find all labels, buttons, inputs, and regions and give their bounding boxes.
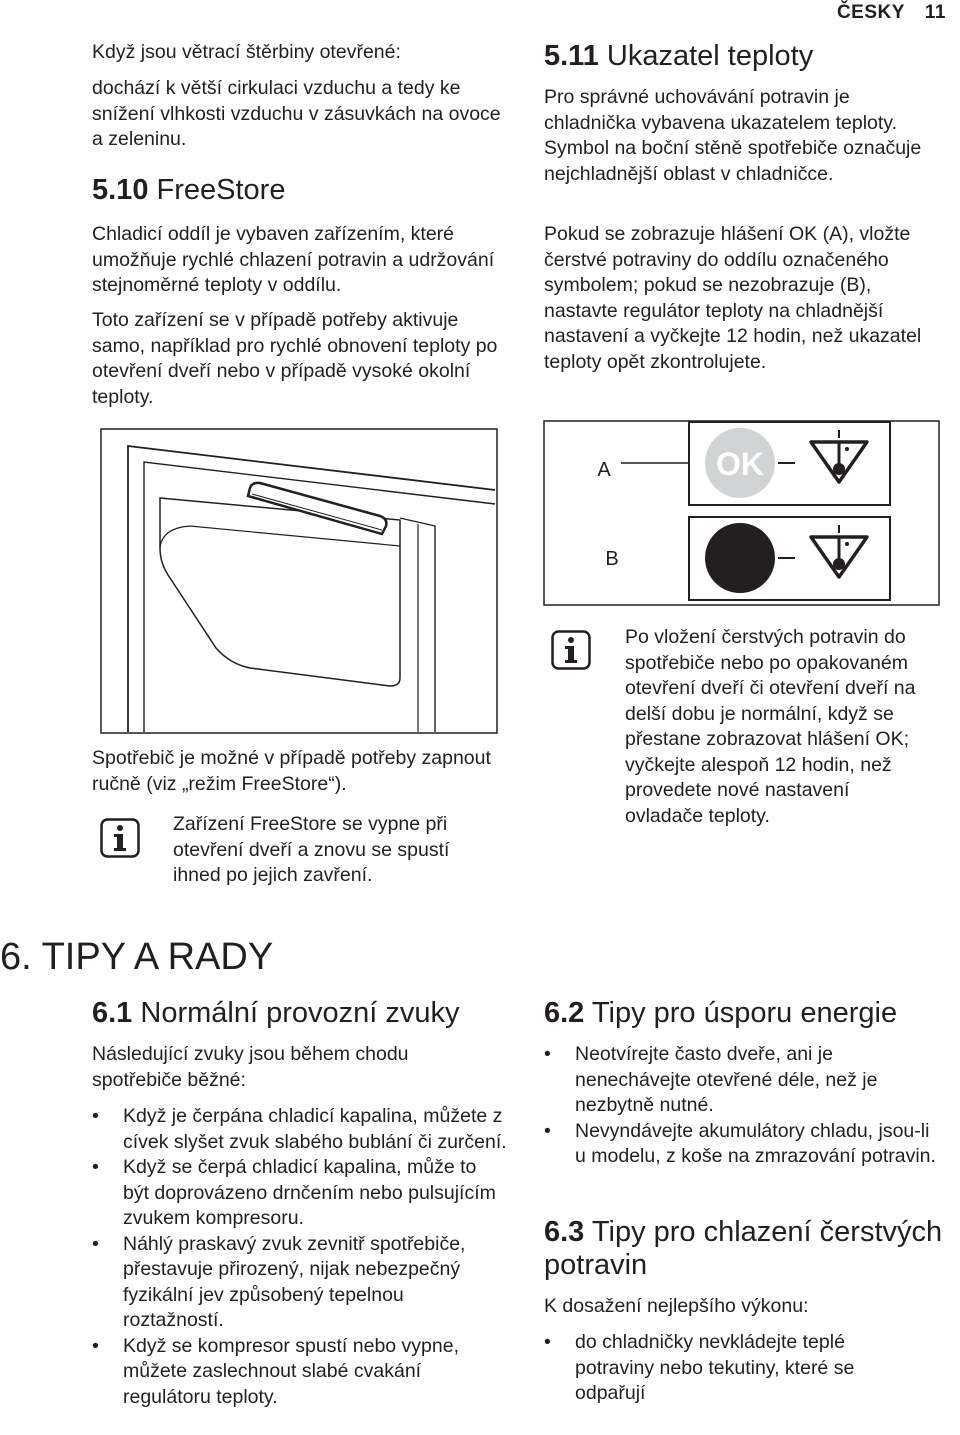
fresh-intro: K dosažení nejlepšího výkonu: bbox=[544, 1295, 809, 1317]
list-item: • do chladničky nevkládejte teplé potraviny nebo tekutiny, které se odpařují bbox=[544, 1330, 924, 1407]
section-6-3-title bbox=[544, 1216, 949, 1282]
temperature-indicator-figure bbox=[543, 420, 940, 606]
indicator-p1: Pro správné uchovávání potravin je chladnička vybavena ukazatelem teploty. Symbol na boční stěně spotřebiče označuje nejchladnější oblast v chladničce. bbox=[544, 86, 922, 185]
section-number: 5.11 bbox=[544, 40, 599, 72]
section-number: 6.3 bbox=[544, 1216, 585, 1248]
freestore-info-text: Zařízení FreeStore se vypne při otevření dveří a znovu se spustí ihned po jejich zavření. bbox=[173, 813, 450, 886]
list-item: • Když se kompresor spustí nebo vypne, můžete zaslechnout slabé cvakání regulátoru teploty. bbox=[92, 1334, 507, 1411]
list-item: • Nevyndávejte akumulátory chladu, jsou-li u modelu, z koše na zmrazování potravin. bbox=[544, 1119, 939, 1170]
page-header bbox=[837, 2, 946, 24]
section-title-text: Tipy pro úsporu energie bbox=[584, 997, 898, 1029]
label-b: B bbox=[605, 548, 619, 570]
section-number: 5.10 bbox=[92, 174, 149, 206]
energy-list bbox=[544, 1042, 939, 1170]
freestore-p3: Spotřebič je možné v případě potřeby zapnout ručně (viz „režim FreeStore“). bbox=[92, 747, 491, 795]
ok-indicator-unlit bbox=[705, 523, 775, 593]
vents-text: dochází k větší cirkulaci vzduchu a tedy ke snížení vlhkosti vzduchu v zásuvkách na ovoce a zeleninu. bbox=[92, 77, 501, 150]
list-item: • Neotvírejte často dveře, ani je nenechávejte otevřené déle, než je nezbytně nutné. bbox=[544, 1042, 939, 1119]
section-5-10-title bbox=[92, 174, 285, 207]
list-item: • Když se čerpá chladicí kapalina, může to být doprovázeno drnčením nebo pulsujícím zvukem kompresoru. bbox=[92, 1155, 507, 1232]
label-a: A bbox=[597, 459, 611, 481]
ok-text: OK bbox=[716, 446, 764, 482]
chapter-number: 6. bbox=[0, 936, 32, 978]
section-title-text: Ukazatel teploty bbox=[598, 40, 814, 72]
language-label: ČESKY bbox=[836, 2, 905, 23]
list-item: • Když je čerpána chladicí kapalina, můžete z cívek slyšet zvuk slabého bublání či zurčení. bbox=[92, 1104, 507, 1155]
section-5-11-title bbox=[544, 40, 813, 73]
indicator-p2: Pokud se zobrazuje hlášení OK (A), vložte čerstvé potraviny do oddílu označeného symbolem; pokud se nezobrazuje (B), nastavte regulátor teploty na chladnější nastavení a vyčkejte 12 hodin, než ukazatel teploty opět zkontrolujete. bbox=[544, 223, 922, 373]
section-number: 6.1 bbox=[92, 997, 133, 1029]
fresh-list bbox=[544, 1330, 924, 1407]
section-6-2-title bbox=[544, 997, 897, 1030]
list-item: • Náhlý praskavý zvuk zevnitř spotřebiče, přestavuje přirozený, nijak nebezpečný fyzikální jev způsobený tepelnou roztažností. bbox=[92, 1232, 507, 1334]
freestore-p1: Chladicí oddíl je vybaven zařízením, které umožňuje rychlé chlazení potravin a udržování stejnoměrné teploty v oddílu. bbox=[92, 223, 495, 296]
freestore-p2: Toto zařízení se v případě potřeby aktivuje samo, například pro rychlé obnovení teploty po otevření dveří nebo v případě vysoké okolní teploty. bbox=[92, 309, 498, 408]
chapter-6-title bbox=[0, 936, 273, 978]
freestore-device-illustration bbox=[100, 428, 498, 734]
indicator-info-text: Po vložení čerstvých potravin do spotřebiče nebo po opakovaném otevření dveří či otevření dveří na delší dobu je normální, když se přestane zobrazovat hlášení OK; vyčkejte alespoň 12 hodin, než provedete nové nastavení ovladače teploty. bbox=[625, 626, 916, 827]
section-title-text: Tipy pro chlazení čerstvých potravin bbox=[544, 1216, 943, 1281]
section-title-text: FreeStore bbox=[148, 174, 286, 206]
chapter-title-text: TIPY A RADY bbox=[31, 936, 274, 978]
vents-intro: Když jsou větrací štěrbiny otevřené: bbox=[92, 41, 401, 63]
section-number: 6.2 bbox=[544, 997, 585, 1029]
sounds-list bbox=[92, 1104, 507, 1410]
info-icon bbox=[551, 630, 591, 670]
page-number: 11 bbox=[924, 2, 946, 23]
sounds-intro: Následující zvuky jsou během chodu spotřebiče běžné: bbox=[92, 1043, 409, 1091]
section-6-1-title bbox=[92, 997, 460, 1030]
info-icon bbox=[100, 818, 140, 858]
section-title-text: Normální provozní zvuky bbox=[132, 997, 460, 1029]
